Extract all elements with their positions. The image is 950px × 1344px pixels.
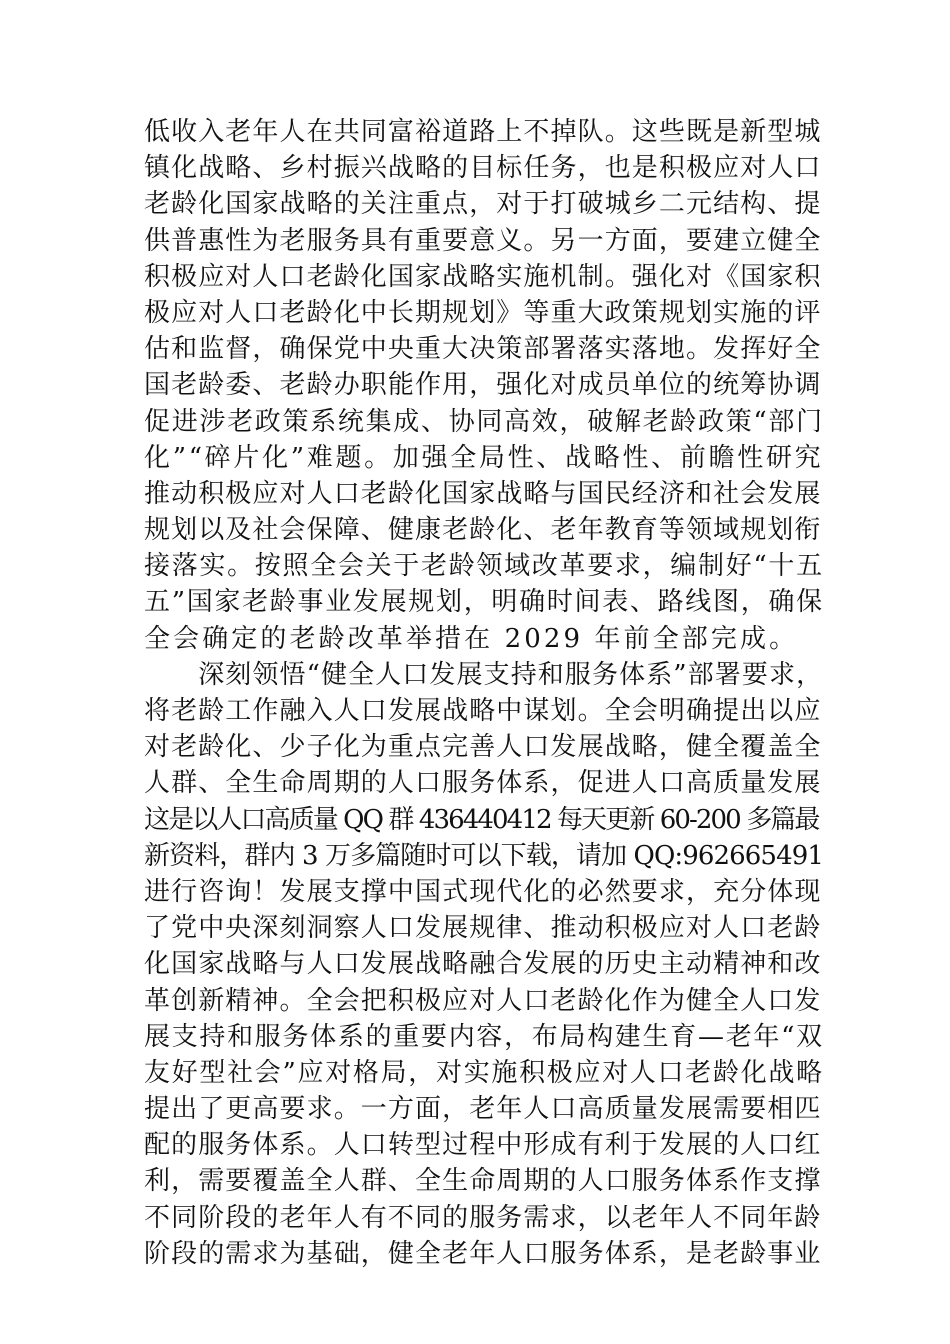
text-line: 利，需要覆盖全人群、全生命周期的人口服务体系作支撑 [144,1166,822,1197]
text-line: 国老龄委、老龄办职能作用，强化对成员单位的统筹协调 [144,370,822,401]
text-line: 新资料，群内 3 万多篇随时可以下载，请加 QQ:962665491 [144,840,824,871]
text-line: 供普惠性为老服务具有重要意义。另一方面，要建立健全 [144,225,822,256]
text-line: 极应对人口老龄化中长期规划》等重大政策规划实施的评 [144,297,822,328]
text-line: 化国家战略与人口发展战略融合发展的历史主动精神和改 [144,949,822,980]
text-line: 革创新精神。全会把积极应对人口老龄化作为健全人口发 [144,985,822,1016]
text-line: 人群、全生命周期的人口服务体系，促进人口高质量发展 [144,768,822,799]
text-line: 对老龄化、少子化为重点完善人口发展战略，健全覆盖全 [144,732,822,763]
text-line: 估和监督，确保党中央重大决策部署落实落地。发挥好全 [144,334,822,365]
text-line: 低收入老年人在共同富裕道路上不掉队。这些既是新型城 [144,117,822,147]
paragraph-start-line: 深刻领悟“健全人口发展支持和服务体系”部署要求， [144,659,824,690]
text-line: 配的服务体系。人口转型过程中形成有利于发展的人口红 [144,1130,822,1161]
text-line: 了党中央深刻洞察人口发展规律、推动积极应对人口老龄 [144,913,822,944]
body-text [144,114,824,1272]
text-line: 规划以及社会保障、健康老龄化、老年教育等领域规划衔 [144,515,822,546]
text-line: 化”“碎片化”难题。加强全局性、战略性、前瞻性研究 [144,442,824,473]
text-line: 友好型社会”应对格局，对实施积极应对人口老龄化战略 [144,1057,824,1088]
text-line: 五”国家老龄事业发展规划，明确时间表、路线图，确保 [144,587,824,618]
text-line: 提出了更高要求。一方面，老年人口高质量发展需要相匹 [144,1094,822,1125]
text-line: 不同阶段的老年人有不同的服务需求，以老年人不同年龄 [144,1202,822,1233]
text-line: 全会确定的老龄改革举措在 2029 年前全部完成。 [144,623,799,654]
text-line: 促进涉老政策系统集成、协同高效，破解老龄政策“部门 [144,406,824,437]
text-line: 推动积极应对人口老龄化国家战略与国民经济和社会发展 [144,478,822,509]
text-line: 将老龄工作融入人口发展战略中谋划。全会明确提出以应 [144,696,822,726]
text-line: 阶段的需求为基础，健全老年人口服务体系，是老龄事业 [144,1238,822,1269]
text-line: 积极应对人口老龄化国家战略实施机制。强化对《国家积 [144,261,822,292]
text-line: 这是以人口高质量 QQ 群 436440412 每天更新 60-200 多篇最 [144,804,819,835]
text-line: 展支持和服务体系的重要内容，布局构建生育—老年“双 [144,1021,824,1052]
text-line: 镇化战略、乡村振兴战略的目标任务，也是积极应对人口 [144,153,822,184]
text-line: 老龄化国家战略的关注重点，对于打破城乡二元结构、提 [144,189,822,220]
text-line: 接落实。按照全会关于老龄领域改革要求，编制好“十五 [144,551,824,582]
text-line: 进行咨询！发展支撑中国式现代化的必然要求，充分体现 [144,876,822,907]
